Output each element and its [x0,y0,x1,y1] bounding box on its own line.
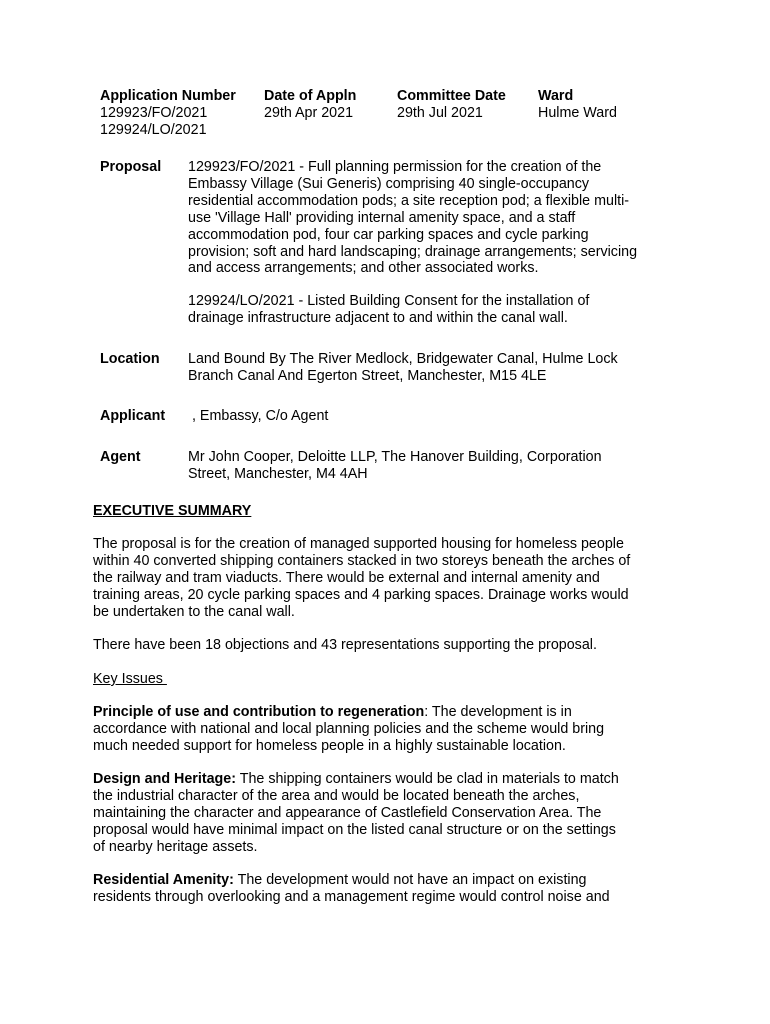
principle-issue-heading: Principle of use and contribution to regeneration [93,704,425,720]
location-line: Branch Canal And Egerton Street, Manchester, M15 4LE [188,367,547,384]
key-issues-heading: Key Issues [93,671,167,687]
committee-date-value: 29th Jul 2021 [397,105,483,121]
principle-issue-line: much needed support for homeless people in a highly sustainable location. [93,737,566,754]
agent-line: Street, Manchester, M4 4AH [188,465,368,482]
location-label: Location [100,351,160,367]
agent-value [188,449,602,483]
design-issue-line: the industrial character of the area and would be located beneath the arches, [93,787,580,804]
application-number-label: Application Number [100,88,236,104]
location-value [188,351,618,385]
applicant-value: , Embassy, C/o Agent [188,408,329,424]
summary-paragraph-2: There have been 18 objections and 43 representations supporting the proposal. [93,637,597,653]
proposal-line: accommodation pod, four car parking spaces and cycle parking [188,226,589,243]
design-issue-text: The shipping containers would be clad in materials to match [236,771,619,787]
agent-line: Mr John Cooper, Deloitte LLP, The Hanover Building, Corporation [188,449,602,465]
application-number-2: 129924/LO/2021 [100,122,207,138]
proposal-line: Embassy Village (Sui Generis) comprising 40 single-occupancy [188,175,590,192]
design-issue-line: maintaining the character and appearance of Castlefield Conservation Area. The [93,804,602,821]
design-issue-line: of nearby heritage assets. [93,838,258,855]
proposal-line: drainage infrastructure adjacent to and within the canal wall. [188,309,568,326]
proposal-line: 129923/FO/2021 - Full planning permission for the creation of the [188,159,602,175]
proposal-line: residential accommodation pods; a site reception pod; a flexible multi- [188,192,630,209]
summary-line: be undertaken to the canal wall. [93,603,295,620]
proposal-paragraph-2 [188,293,589,327]
summary-line: the railway and tram viaducts. There would be external and internal amenity and [93,569,600,586]
proposal-line: use 'Village Hall' providing internal amenity space, and a staff [188,209,576,226]
committee-date-label: Committee Date [397,88,506,104]
design-issue-line: proposal would have minimal impact on the listed canal structure or on the settings [93,821,616,838]
summary-paragraph-1 [93,536,630,621]
proposal-line: provision; soft and hard landscaping; drainage arrangements; servicing [188,243,638,260]
agent-label: Agent [100,449,141,465]
principle-issue [93,704,604,755]
amenity-issue [93,872,610,906]
proposal-line: and access arrangements; and other associated works. [188,260,539,277]
proposal-paragraph-1 [188,159,637,277]
date-of-appln-value: 29th Apr 2021 [264,105,354,121]
ward-value: Hulme Ward [538,105,617,121]
principle-issue-line: accordance with national and local planning policies and the scheme would bring [93,720,605,737]
summary-line: The proposal is for the creation of managed supported housing for homeless people [93,536,624,552]
design-issue-heading: Design and Heritage: [93,771,236,787]
amenity-issue-heading: Residential Amenity: [93,872,234,888]
amenity-issue-text: The development would not have an impact on existing [233,872,587,888]
principle-issue-text: : The development is in [424,704,572,720]
application-number-1: 129923/FO/2021 [100,105,208,121]
ward-label: Ward [538,88,574,104]
design-issue [93,771,619,856]
location-line: Land Bound By The River Medlock, Bridgewater Canal, Hulme Lock [188,351,618,367]
applicant-label: Applicant [100,408,166,424]
amenity-issue-line: residents through overlooking and a management regime would control noise and [93,888,610,905]
summary-line: within 40 converted shipping containers stacked in two storeys beneath the arches of [93,552,631,569]
date-of-appln-label: Date of Appln [264,88,357,104]
proposal-line: 129924/LO/2021 - Listed Building Consent for the installation of [188,293,590,309]
proposal-label: Proposal [100,159,162,175]
executive-summary-heading: EXECUTIVE SUMMARY [93,503,252,519]
summary-line: training areas, 20 cycle parking spaces and 4 parking spaces. Drainage works would [93,586,629,603]
